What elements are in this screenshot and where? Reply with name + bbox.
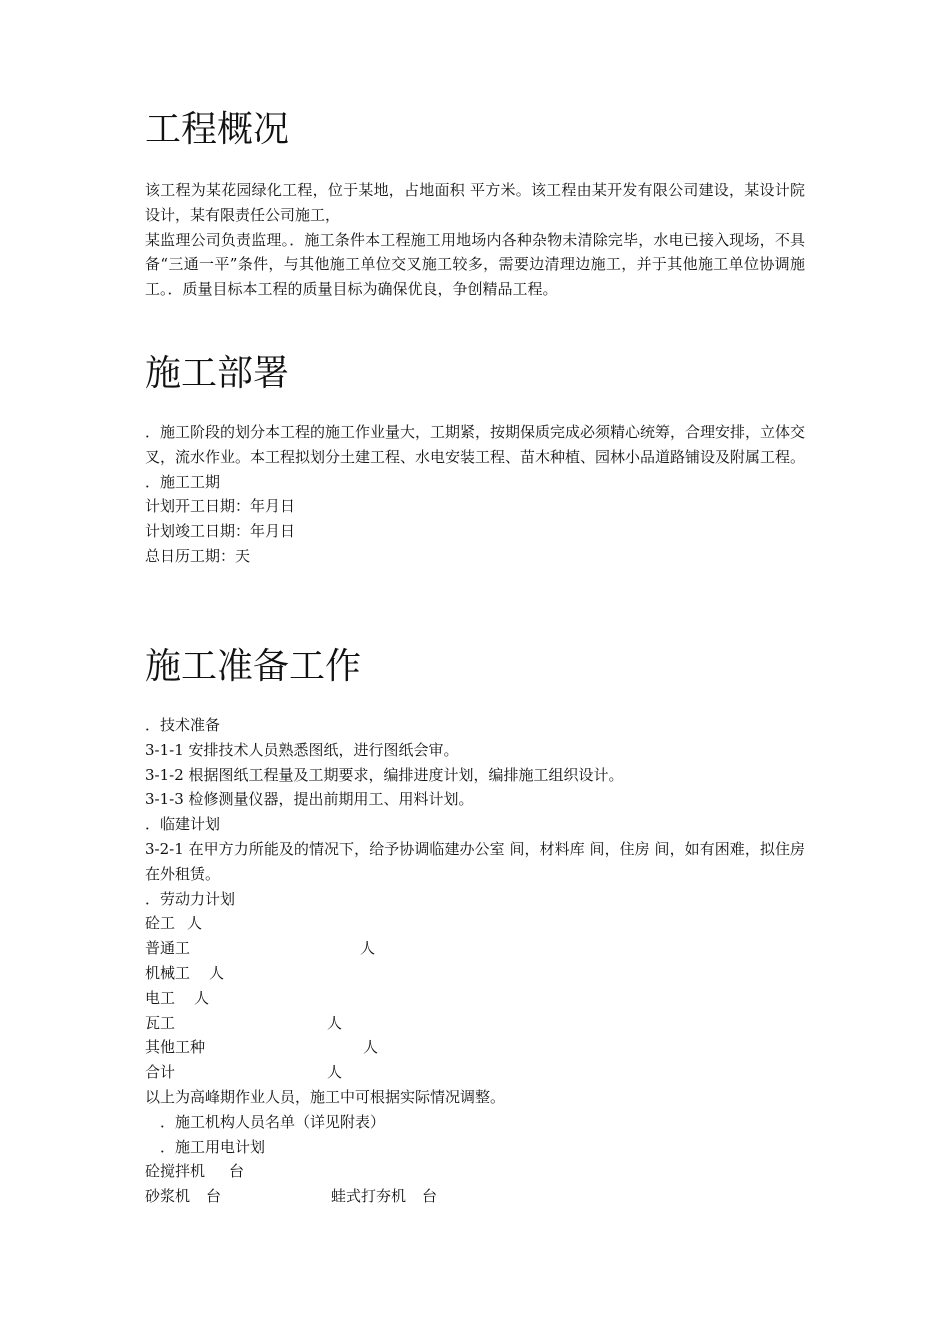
line-tech-2: 3-1-2 根据图纸工程量及工期要求，编排进度计划，编排施工组织设计。 (145, 765, 624, 784)
section-project-overview (145, 108, 805, 302)
paragraph-overview-1: 该工程为某花园绿化工程，位于某地，占地面积 平方米。该工程由某开发有限公司建设，某设计院设计，某有限责任公司施工， (145, 181, 805, 224)
labor-row (145, 961, 805, 986)
labor-name: 瓦工 (145, 1013, 176, 1032)
labor-unit: 人 (360, 939, 376, 958)
labor-row (145, 1060, 805, 1085)
line-tech-3: 3-1-3 检修测量仪器，提出前期用工、用料计划。 (145, 790, 474, 809)
labor-name: 其他工种 (145, 1038, 206, 1057)
labor-row (145, 1011, 805, 1036)
machine-row (145, 1159, 805, 1184)
paragraph-deployment-2: ．施工工期 (145, 472, 221, 491)
paragraph-deployment-1: ．施工阶段的划分本工程的施工作业量大，工期紧，按期保质完成必须精心统筹，合理安排，立体交叉，流水作业。本工程拟划分土建工程、水电安装工程、苗木种植、园林小品道路铺设及附属工程。 (145, 423, 806, 466)
line-tech-1: 3-1-1 安排技术人员熟悉图纸，进行图纸会审。 (145, 740, 459, 759)
machine-row (145, 1184, 805, 1209)
labor-unit: 人 (363, 1038, 379, 1057)
paragraph-deployment-4: 计划竣工日期：年月日 (145, 522, 296, 541)
machine-unit: 台 (206, 1187, 222, 1206)
labor-unit: 人 (327, 1063, 343, 1082)
labor-unit: 人 (327, 1013, 343, 1032)
line-labor-heading: ．劳动力计划 (145, 889, 236, 908)
paragraph-overview-2: 某监理公司负责监理。．施工条件本工程施工用地场内各种杂物未清除完毕，水电已接入现场，不具备“三通一平”条件，与其他施工单位交叉施工较多，需要边清理边施工，并于其他施工单位协调施工。．质量目标本工程的质量目标为确保优良，争创精品工程。 (145, 230, 805, 299)
labor-name: 合计 (145, 1063, 176, 1082)
labor-row (145, 986, 805, 1011)
machine-name: 蛙式打夯机 (331, 1187, 407, 1206)
labor-name: 机械工 (145, 963, 191, 982)
machine-unit: 台 (422, 1187, 438, 1206)
labor-row (145, 1035, 805, 1060)
labor-name: 电工 (145, 988, 176, 1007)
line-tech-heading: ．技术准备 (145, 716, 221, 734)
line-org-heading: ．施工机构人员名单（详见附表） (160, 1112, 386, 1131)
heading-project-overview: 工程概况 (145, 109, 290, 150)
line-temp-1: 3-2-1 在甲方力所能及的情况下，给予协调临建办公室 间，材料库 间，住房 间，如有困难，拟住房在外租赁。 (145, 839, 805, 883)
labor-unit: 人 (187, 914, 203, 933)
heading-construction-deployment: 施工部署 (145, 353, 290, 394)
labor-name: 普通工 (145, 939, 191, 958)
line-temp-heading: ．临建计划 (145, 815, 221, 834)
section-preparation-work (145, 645, 805, 1209)
line-power-heading: ．施工用电计划 (160, 1137, 266, 1156)
labor-name: 砼工 (145, 914, 176, 933)
paragraph-deployment-5: 总日历工期：天 (145, 546, 251, 565)
machine-name: 砂浆机 (145, 1187, 191, 1206)
section-construction-deployment (145, 352, 805, 569)
line-labor-note: 以上为高峰期作业人员，施工中可根据实际情况调整。 (145, 1087, 506, 1106)
machine-name: 砼搅拌机 (145, 1162, 206, 1181)
labor-unit: 人 (209, 963, 225, 982)
labor-row (145, 936, 805, 961)
labor-row (145, 911, 805, 936)
paragraph-deployment-3: 计划开工日期：年月日 (145, 497, 296, 516)
machine-unit: 台 (229, 1162, 245, 1181)
heading-preparation-work: 施工准备工作 (145, 646, 362, 687)
labor-unit: 人 (194, 988, 210, 1007)
